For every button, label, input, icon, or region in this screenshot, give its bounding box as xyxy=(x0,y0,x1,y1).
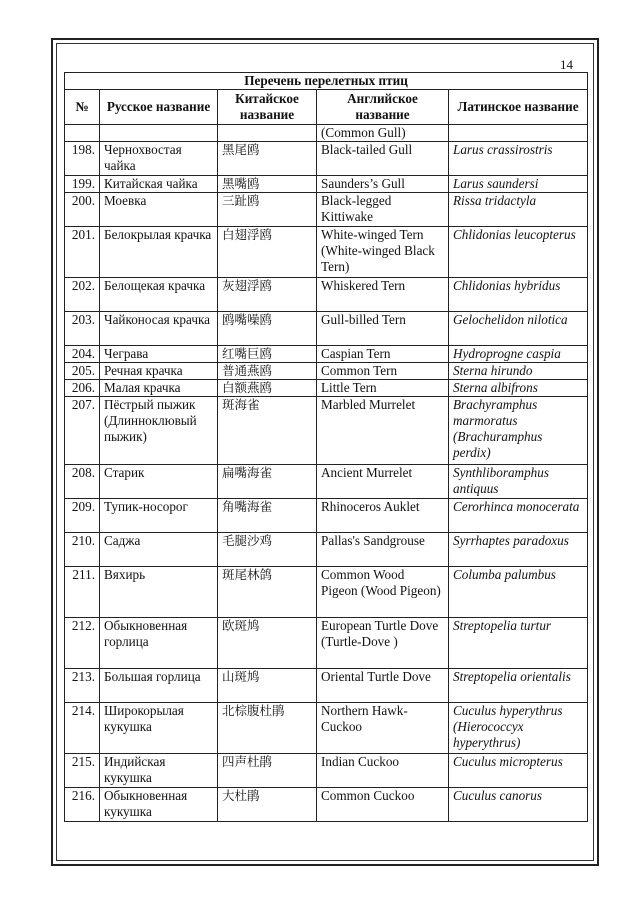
table-row xyxy=(65,227,588,278)
table-row xyxy=(65,567,588,618)
continuation-row xyxy=(65,125,588,142)
cell-russian: Чеграва xyxy=(100,346,218,363)
cell-russian xyxy=(100,125,218,142)
cell-russian: Белокрылая крачка xyxy=(100,227,218,278)
table-row xyxy=(65,703,588,754)
cell-num: 203. xyxy=(65,312,100,346)
table-row xyxy=(65,397,588,465)
cell-num: 214. xyxy=(65,703,100,754)
table-row xyxy=(65,278,588,312)
cell-chinese: 白额燕鸥 xyxy=(218,380,317,397)
cell-chinese: 四声杜鹃 xyxy=(218,754,317,788)
table-row xyxy=(65,142,588,176)
cell-chinese: 灰翅浮鸥 xyxy=(218,278,317,312)
cell-russian: Малая крачка xyxy=(100,380,218,397)
cell-chinese: 普通燕鸥 xyxy=(218,363,317,380)
table-row xyxy=(65,346,588,363)
cell-latin: Rissa tridactyla xyxy=(449,193,588,227)
cell-latin: Sterna hirundo xyxy=(449,363,588,380)
cell-russian: Обыкновенная кукушка xyxy=(100,788,218,822)
cell-english: Rhinoceros Auklet xyxy=(317,499,449,533)
table-row xyxy=(65,176,588,193)
cell-chinese: 斑海雀 xyxy=(218,397,317,465)
cell-english: Black-legged Kittiwake xyxy=(317,193,449,227)
table-row xyxy=(65,669,588,703)
table-row xyxy=(65,363,588,380)
cell-latin: Larus saundersi xyxy=(449,176,588,193)
cell-english: Oriental Turtle Dove xyxy=(317,669,449,703)
cell-english: Common Tern xyxy=(317,363,449,380)
cell-english: Little Tern xyxy=(317,380,449,397)
cell-chinese: 黑尾鸥 xyxy=(218,142,317,176)
cell-num: 198. xyxy=(65,142,100,176)
cell-chinese: 欧斑鸠 xyxy=(218,618,317,669)
cell-chinese: 大杜鹃 xyxy=(218,788,317,822)
table-row xyxy=(65,312,588,346)
cell-chinese: 白翅浮鸥 xyxy=(218,227,317,278)
cell-num: 206. xyxy=(65,380,100,397)
cell-num: 210. xyxy=(65,533,100,567)
cell-english: Common Cuckoo xyxy=(317,788,449,822)
cell-russian: Моевка xyxy=(100,193,218,227)
cell-russian: Чайконосая крачка xyxy=(100,312,218,346)
cell-num: 215. xyxy=(65,754,100,788)
cell-latin xyxy=(449,125,588,142)
cell-num: 207. xyxy=(65,397,100,465)
cell-latin: Cuculus micropterus xyxy=(449,754,588,788)
cell-english: Northern Hawk-Cuckoo xyxy=(317,703,449,754)
cell-num xyxy=(65,125,100,142)
cell-english: Gull-billed Tern xyxy=(317,312,449,346)
cell-chinese: 斑尾林鸽 xyxy=(218,567,317,618)
header-num: № xyxy=(65,90,100,125)
cell-english: Common Wood Pigeon (Wood Pigeon) xyxy=(317,567,449,618)
cell-num: 208. xyxy=(65,465,100,499)
cell-english: Pallas's Sandgrouse xyxy=(317,533,449,567)
cell-num: 205. xyxy=(65,363,100,380)
cell-latin: Larus crassirostris xyxy=(449,142,588,176)
cell-english: Saunders’s Gull xyxy=(317,176,449,193)
table-row xyxy=(65,754,588,788)
page-number: 14 xyxy=(560,57,573,72)
cell-latin: Chlidonias leucopterus xyxy=(449,227,588,278)
header-russian: Русское название xyxy=(100,90,218,125)
cell-chinese: 毛腿沙鸡 xyxy=(218,533,317,567)
cell-latin: Synthliboramphus antiquus xyxy=(449,465,588,499)
cell-chinese: 黑嘴鸥 xyxy=(218,176,317,193)
header-chinese: Китайское название xyxy=(218,90,317,125)
cell-russian: Вяхирь xyxy=(100,567,218,618)
cell-english: Whiskered Tern xyxy=(317,278,449,312)
header-english: Английское название xyxy=(317,90,449,125)
table-title: Перечень перелетных птиц xyxy=(65,73,588,90)
cell-latin: Streptopelia orientalis xyxy=(449,669,588,703)
cell-num: 204. xyxy=(65,346,100,363)
cell-latin: Cuculus hyperythrus (Hierococcyx hyperythrus) xyxy=(449,703,588,754)
cell-russian: Чернохвостая чайка xyxy=(100,142,218,176)
cell-english: European Turtle Dove (Turtle-Dove ) xyxy=(317,618,449,669)
cell-num: 200. xyxy=(65,193,100,227)
cell-chinese: 北棕腹杜鹃 xyxy=(218,703,317,754)
cell-english: (Common Gull) xyxy=(317,125,449,142)
cell-chinese: 鸥嘴噪鸥 xyxy=(218,312,317,346)
table-row xyxy=(65,380,588,397)
cell-english: Indian Cuckoo xyxy=(317,754,449,788)
cell-russian: Китайская чайка xyxy=(100,176,218,193)
cell-latin: Cerorhinca monocerata xyxy=(449,499,588,533)
cell-latin: Brachyramphus marmoratus (Brachuramphus perdix) xyxy=(449,397,588,465)
cell-num: 199. xyxy=(65,176,100,193)
cell-latin: Sterna albifrons xyxy=(449,380,588,397)
cell-russian: Пёстрый пыжик (Длинноклювый пыжик) xyxy=(100,397,218,465)
cell-russian: Широкорылая кукушка xyxy=(100,703,218,754)
cell-russian: Обыкновенная горлица xyxy=(100,618,218,669)
cell-num: 202. xyxy=(65,278,100,312)
cell-latin: Chlidonias hybridus xyxy=(449,278,588,312)
cell-russian: Речная крачка xyxy=(100,363,218,380)
header-latin: Латинское название xyxy=(449,90,588,125)
cell-russian: Белощекая крачка xyxy=(100,278,218,312)
cell-russian: Индийская кукушка xyxy=(100,754,218,788)
table-row xyxy=(65,465,588,499)
cell-english: White-winged Tern (White-winged Black Tern) xyxy=(317,227,449,278)
table-row xyxy=(65,618,588,669)
cell-latin: Gelochelidon nilotica xyxy=(449,312,588,346)
cell-russian: Большая горлица xyxy=(100,669,218,703)
migratory-birds-table xyxy=(64,72,588,822)
cell-latin: Hydroprogne caspia xyxy=(449,346,588,363)
cell-num: 216. xyxy=(65,788,100,822)
cell-chinese: 扁嘴海雀 xyxy=(218,465,317,499)
cell-english: Black-tailed Gull xyxy=(317,142,449,176)
table-row xyxy=(65,499,588,533)
cell-num: 209. xyxy=(65,499,100,533)
cell-russian: Саджа xyxy=(100,533,218,567)
cell-latin: Columba palumbus xyxy=(449,567,588,618)
table-row xyxy=(65,788,588,822)
cell-chinese: 红嘴巨鸥 xyxy=(218,346,317,363)
cell-num: 201. xyxy=(65,227,100,278)
cell-latin: Cuculus canorus xyxy=(449,788,588,822)
cell-english: Ancient Murrelet xyxy=(317,465,449,499)
cell-chinese: 三趾鸥 xyxy=(218,193,317,227)
cell-latin: Streptopelia turtur xyxy=(449,618,588,669)
table-row xyxy=(65,533,588,567)
cell-chinese xyxy=(218,125,317,142)
cell-chinese: 山斑鸠 xyxy=(218,669,317,703)
cell-num: 211. xyxy=(65,567,100,618)
cell-english: Caspian Tern xyxy=(317,346,449,363)
cell-num: 212. xyxy=(65,618,100,669)
cell-chinese: 角嘴海雀 xyxy=(218,499,317,533)
cell-russian: Старик xyxy=(100,465,218,499)
cell-num: 213. xyxy=(65,669,100,703)
cell-english: Marbled Murrelet xyxy=(317,397,449,465)
cell-latin: Syrrhaptes paradoxus xyxy=(449,533,588,567)
cell-russian: Тупик-носорог xyxy=(100,499,218,533)
table-row xyxy=(65,193,588,227)
